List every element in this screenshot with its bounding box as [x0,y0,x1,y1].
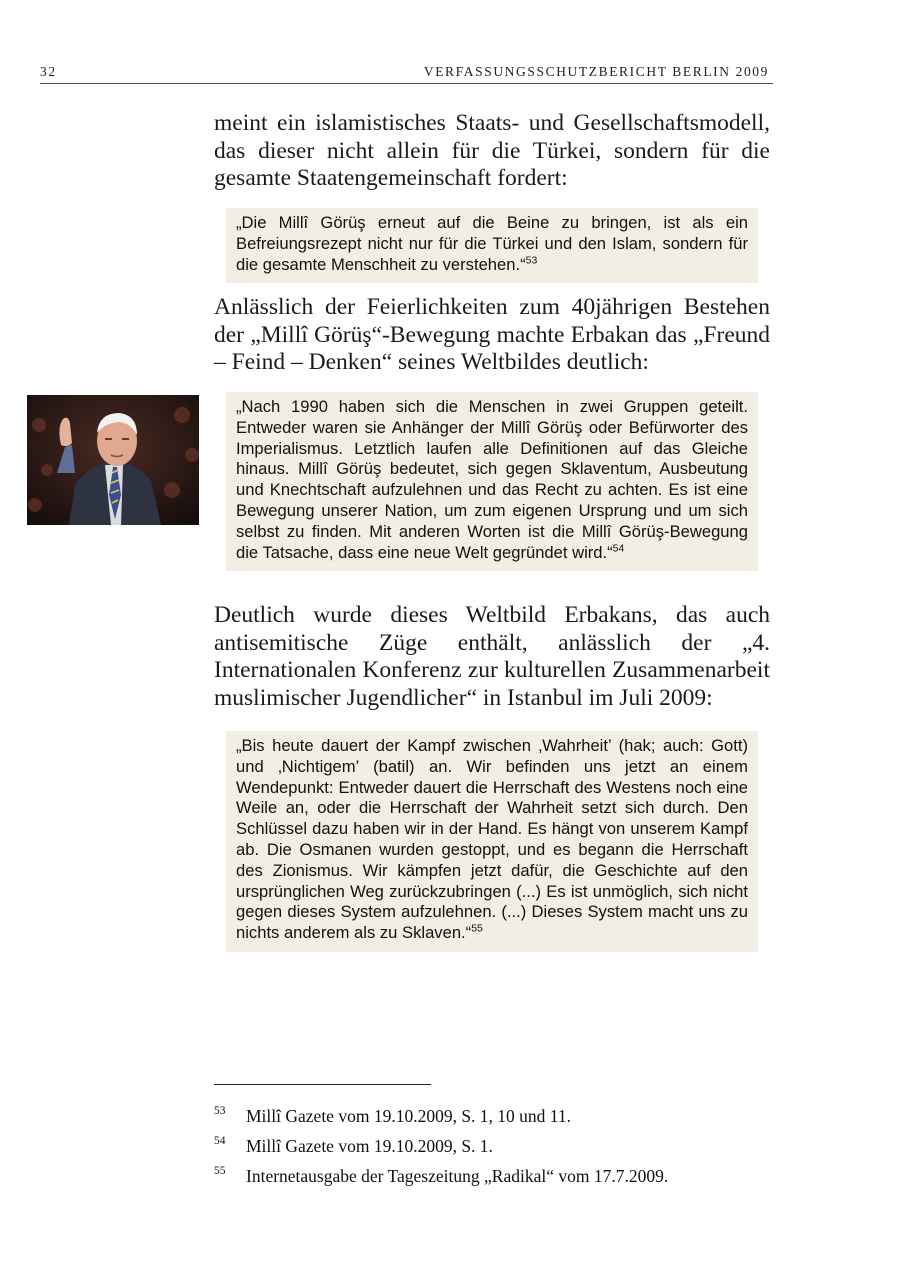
footnote-number: 53 [214,1105,226,1117]
quote-text: „Die Millî Görüş erneut auf die Beine zu bringen, ist als ein Befreiungsrezept nicht nur für die Türkei und den Islam, sondern für die gesamte Menschheit zu verstehen.“ [236,213,748,274]
portrait-photo-graphic [27,395,199,525]
footnote-ref: 53 [525,254,538,267]
quote-block [226,392,758,571]
footnote-number: 54 [214,1135,226,1147]
quote-block [226,731,758,952]
footnote-text: Millî Gazete vom 19.10.2009, S. 1. [246,1136,493,1156]
portrait-photo [27,395,199,525]
paragraph: meint ein islamistisches Staats- und Gesellschaftsmodell, das dieser nicht allein für die Türkei, sondern für die gesamte Staatengemeinschaft fordert: [214,110,770,191]
footnote-text: Internetausgabe der Tageszeitung „Radikal“ vom 17.7.2009. [246,1166,669,1186]
running-title: VERFASSUNGSSCHUTZBERICHT BERLIN 2009 [423,64,769,79]
running-header [40,63,773,84]
footnote-separator [214,1084,431,1085]
paragraph: Anlässlich der Feierlichkeiten zum 40jährigen Bestehen der „Millî Görüş“-Bewegung machte Erbakan das „Freund – Feind – Denken“ seines Weltbildes deutlich: [214,294,770,375]
quote-block [226,208,758,283]
quote-text: „Bis heute dauert der Kampf zwischen ‚Wahrheit’ (hak; auch: Gott) und ‚Nichtigem’ (batil) an. Wir befinden uns jetzt an einem Wendepunkt: Entweder dauert die Herrschaft des Westens noch eine Weile an, oder die Herrschaft der Wahrheit setzt sich durch. Den Schlüssel dazu haben wir in der Hand. Es hängt von unserem Kampf ab. Die Osmanen wurden gestoppt, und es begann die Herrschaft des Zionismus. Wir kämpfen jetzt dafür, die Geschichte auf den ursprünglichen Weg zurückzubringen (...) Es ist unmöglich, sich nicht gegen dieses System aufzulehnen. (...) Dieses System macht uns zu nichts anderem als zu Sklaven.“ [236,736,748,943]
footnote-text: Millî Gazete vom 19.10.2009, S. 1, 10 und 11. [246,1106,572,1126]
paragraph: Deutlich wurde dieses Weltbild Erbakans, das auch antisemitische Züge enthält, anlässlich der „4. Internationalen Konferenz zur kulturellen Zusammenarbeit muslimischer Jugendlicher“ in Istanbul im Juli 2009: [214,602,770,711]
footnote-number: 55 [214,1165,226,1177]
footnote-ref: 55 [471,922,483,935]
footnote-ref: 54 [612,542,625,555]
page-number: 32 [40,64,57,79]
quote-text: „Nach 1990 haben sich die Menschen in zwei Gruppen geteilt. Entweder waren sie Anhänger der Millî Görüş oder Befürworter des Imperialismus. Letztlich laufen alle Definitionen auf das Gleiche hinaus. Millî Görüş bedeutet, sich gegen Sklaventum, Ausbeutung und Knechtschaft aufzulehnen und das Recht zu achten. Es ist eine Bewegung unserer Nation, um zum eigenen Ursprung und um sich selbst zu finden. Mit anderen Worten ist die Millî Görüş-Bewegung die Tatsache, dass eine neue Welt gegründet wird.“ [236,397,748,562]
